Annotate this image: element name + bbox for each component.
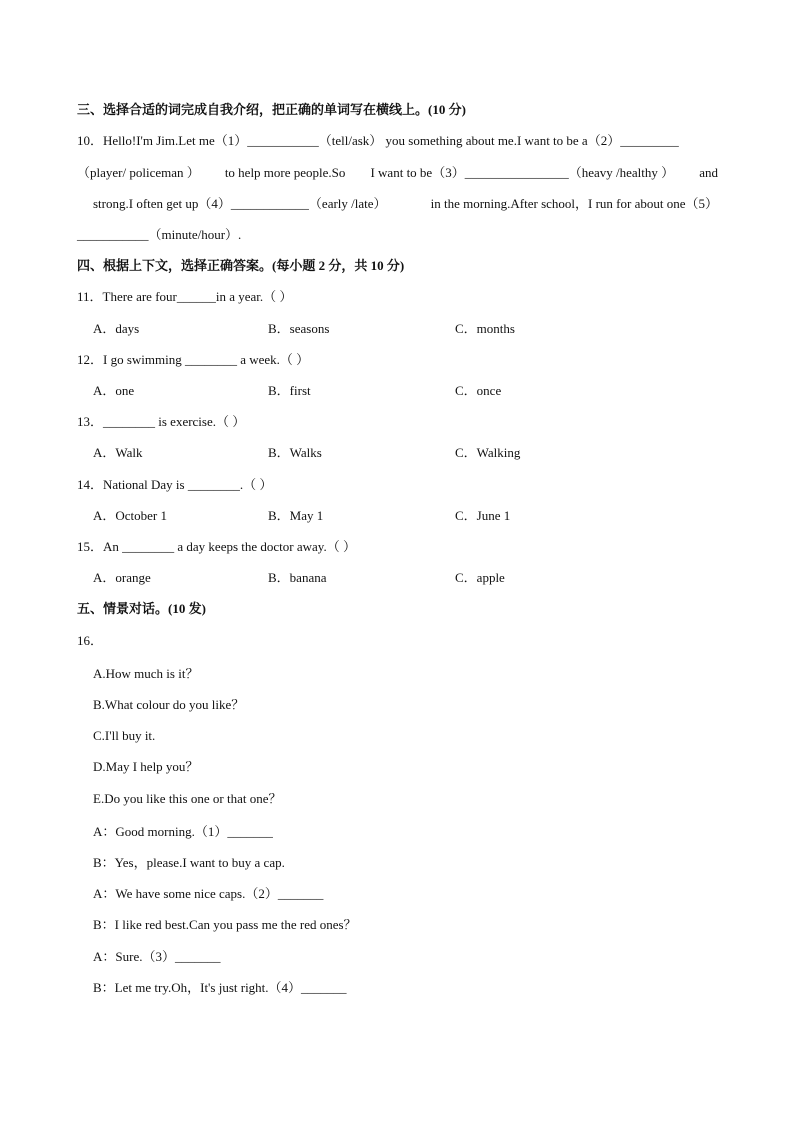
dialogue-line-1: A：Good morning.（1）_______ — [93, 824, 273, 839]
q10-line2-part4: and — [699, 165, 718, 180]
dialogue-line-2: B：Yes，please.I want to buy a cap. — [93, 855, 285, 870]
q10-line2-part2: to help more people.So — [224, 165, 346, 180]
q10-line2-part3: I want to be（3）________________（heavy /healthy ） — [370, 165, 675, 180]
q16-number: 16． — [77, 633, 104, 648]
section4-heading: 四、根据上下文，选择正确答案。(每小题 2 分，共 10 分) — [77, 258, 405, 273]
q10-line2-part1: （player/ policeman ） — [77, 165, 200, 180]
dialogue-line-3: A：We have some nice caps.（2）_______ — [93, 886, 324, 901]
dialogue-line-4: B：I like red best.Can you pass me the red ones？ — [93, 917, 357, 932]
q11-option-c: C．months — [455, 321, 515, 336]
q15-stem: 15．An ________ a day keeps the doctor away.（ ） — [77, 539, 356, 554]
q13-option-c: C．Walking — [455, 445, 521, 460]
q12-stem: 12．I go swimming ________ a week.（ ） — [77, 352, 310, 367]
q10-line4: ___________（minute/hour）. — [77, 227, 242, 242]
q12-option-c: C．once — [455, 383, 502, 398]
q11-option-a: A．days — [93, 321, 140, 336]
dialogue-line-6: B：Let me try.Oh，It's just right.（4）_______ — [93, 980, 347, 995]
q15-option-c: C．apple — [455, 570, 505, 585]
dialogue-option-d: D.May I help you？ — [93, 759, 199, 774]
q10-line3-part2: in the morning.After school，I run for about one（5） — [430, 196, 718, 211]
q14-stem: 14．National Day is ________.（ ） — [77, 477, 273, 492]
dialogue-line-5: A：Sure.（3）_______ — [93, 949, 221, 964]
q14-option-b: B．May 1 — [268, 508, 324, 523]
dialogue-option-a: A.How much is it？ — [93, 666, 199, 681]
q13-option-b: B．Walks — [268, 445, 322, 460]
q12-option-b: B．first — [268, 383, 311, 398]
q15-option-a: A．orange — [93, 570, 151, 585]
q10-line1: 10．Hello!I'm Jim.Let me（1）___________（tell/ask） you something about me.I want to be a（2）_________ — [77, 133, 679, 148]
q12-option-a: A．one — [93, 383, 135, 398]
q15-option-b: B．banana — [268, 570, 327, 585]
section5-heading: 五、情景对话。(10 发) — [77, 601, 206, 616]
q13-stem: 13．________ is exercise.（ ） — [77, 414, 246, 429]
section3-heading: 三、选择合适的词完成自我介绍，把正确的单词写在横线上。(10 分) — [77, 102, 466, 117]
q13-option-a: A．Walk — [93, 445, 143, 460]
q14-option-a: A．October 1 — [93, 508, 168, 523]
q10-line3 — [93, 195, 718, 213]
dialogue-option-b: B.What colour do you like？ — [93, 697, 245, 712]
q11-option-b: B．seasons — [268, 321, 330, 336]
q11-stem: 11．There are four______in a year.（ ） — [77, 289, 293, 304]
q10-line2 — [77, 164, 718, 182]
q14-option-c: C．June 1 — [455, 508, 511, 523]
q10-line3-part1: strong.I often get up（4）____________（early /late） — [93, 196, 387, 211]
dialogue-option-e: E.Do you like this one or that one？ — [93, 791, 282, 806]
dialogue-option-c: C.I'll buy it. — [93, 728, 156, 743]
